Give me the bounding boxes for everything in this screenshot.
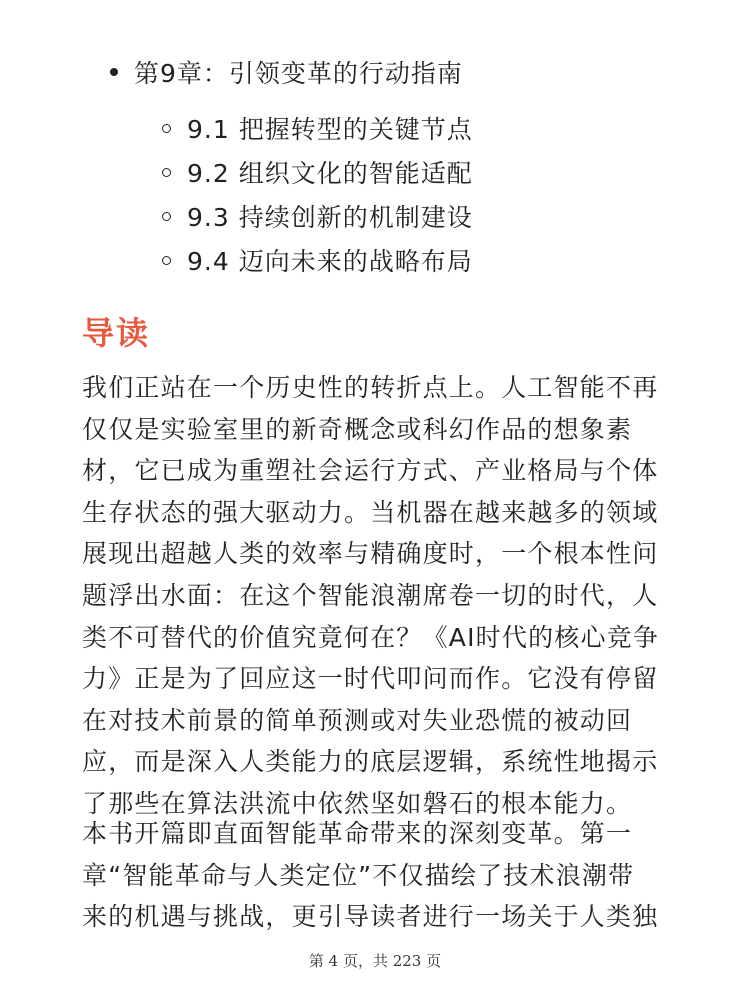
paragraph-line: 本书开篇即直面智能革命带来的深刻变革。第一 [82, 819, 633, 848]
paragraph-line: 题浮出水面：在这个智能浪潮席卷一切的时代，人 [82, 580, 659, 610]
body-paragraph [82, 813, 682, 938]
toc-section-title: 9.3 持续创新的机制建设 [187, 203, 473, 232]
body-paragraph [82, 367, 682, 825]
bullet-circle-icon [162, 212, 171, 221]
toc-chapter-title: 第9章：引领变革的行动指南 [134, 59, 463, 88]
paragraph-line: 展现出超越人类的效率与精确度时，一个根本性问 [82, 539, 659, 569]
toc-section-item [162, 194, 473, 238]
bullet-disc-icon [110, 68, 118, 76]
toc-section-title: 9.2 组织文化的智能适配 [187, 159, 473, 188]
toc-section-title: 9.4 迈向未来的战略布局 [187, 247, 473, 276]
paragraph-line: 章“智能革命与人类定位”不仅描绘了技术浪潮带 [82, 860, 635, 890]
toc-section-item [162, 238, 473, 282]
toc-chapter-item [110, 52, 463, 92]
toc-section-item [162, 106, 473, 150]
page-number-footer: 第 4 页，共 223 页 [308, 952, 442, 970]
bullet-circle-icon [162, 124, 171, 133]
paragraph-line: 了那些在算法洪流中依然坚如磐石的根本能力。 [82, 788, 633, 818]
paragraph-line: 我们正站在一个历史性的转折点上。人工智能不再 [82, 373, 659, 402]
bullet-circle-icon [162, 168, 171, 177]
paragraph-line: 材，它已成为重塑社会运行方式、产业格局与个体 [82, 456, 659, 486]
section-heading: 导读 [82, 314, 151, 352]
paragraph-line: 在对技术前景的简单预测或对失业恐慌的被动回 [82, 705, 633, 735]
paragraph-line: 仅仅是实验室里的新奇概念或科幻作品的想象素 [82, 414, 633, 444]
paragraph-line: 力》正是为了回应这一时代叩问而作。它没有停留 [82, 664, 659, 694]
toc-section-item [162, 150, 473, 194]
toc-section-title: 9.1 把握转型的关键节点 [187, 115, 473, 144]
paragraph-line: 应，而是深入人类能力的底层逻辑，系统性地揭示 [82, 747, 659, 777]
paragraph-line: 来的机遇与挑战，更引导读者进行一场关于人类独 [82, 902, 659, 932]
paragraph-line: 类不可替代的价值究竟何在？《AI时代的核心竞争 [82, 622, 660, 652]
toc-section-list [162, 106, 473, 282]
bullet-circle-icon [162, 256, 171, 265]
paragraph-line: 生存状态的强大驱动力。当机器在越来越多的领域 [82, 497, 659, 527]
